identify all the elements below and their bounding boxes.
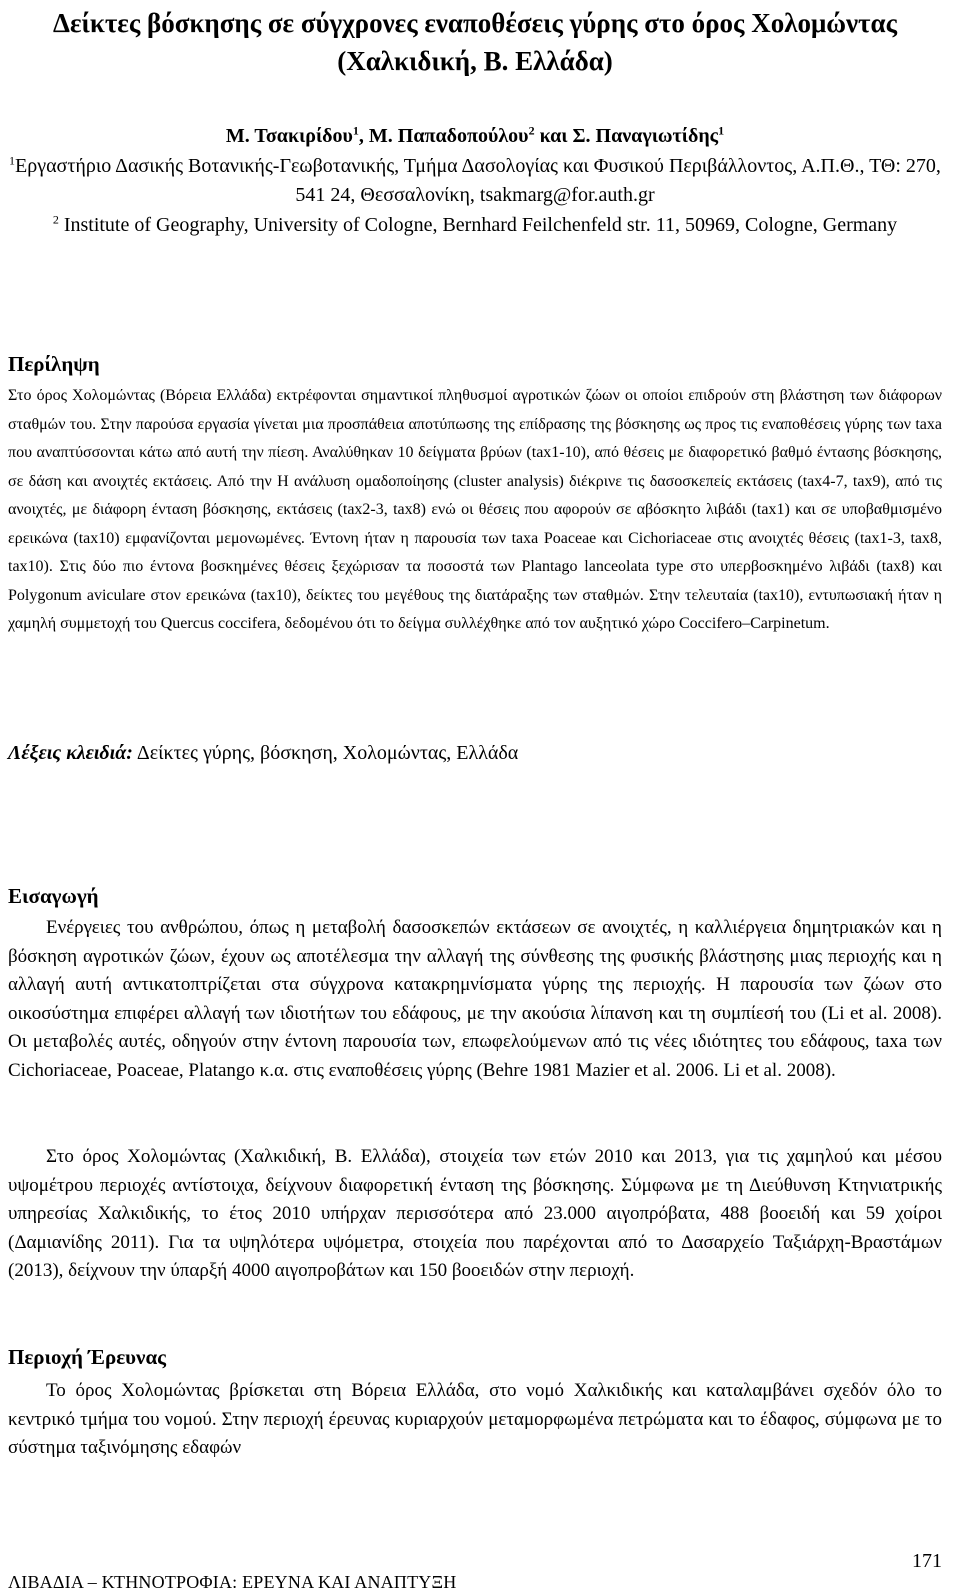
author-affiliation-mark: 1 <box>718 123 725 138</box>
affiliation-2 <box>8 211 942 240</box>
author-affiliation-mark: 2 <box>528 123 535 138</box>
study-area-paragraph: Το όρος Χολομώντας βρίσκεται στη Βόρεια Ελλάδα, στο νομό Χαλκιδικής και καταλαμβάνει σχεδόν όλο το κεντρικό τμήμα του νομού. Στην περιοχή έρευνας κυριαρχούν μεταμορφωμένα πετρώματα και το έδαφος, σύμφωνα με το σύστημα ταξινόμησης εδαφών <box>8 1380 942 1459</box>
introduction-heading: Εισαγωγή <box>8 884 99 908</box>
keywords <box>8 742 518 765</box>
author-name: Μ. Παπαδοπούλου <box>368 125 529 147</box>
page-number: 171 <box>912 1550 942 1572</box>
paper-title: Δείκτες βόσκησης σε σύγχρονες εναποθέσεις γύρης στο όρος Χολομώντας (Χαλκιδική, Β. Ελλάδα) <box>53 8 897 76</box>
abstract-text: Στο όρος Χολομώντας (Βόρεια Ελλάδα) εκτρέφονται σημαντικοί πληθυσμοί αγροτικών ζώων οι οποίοι επιδρούν στη βλάστηση των διάφορων σταθμών του. Στην παρούσα εργασία γίνεται μια προσπάθεια αποτύπωσης της επίδρασης της βόσκησης ως προς τις εναποθέσεις γύρης των taxa που αναπτύσσονται κάτω από αυτή την πίεση. Αναλύθηκαν 10 δείγματα βρύων (tax1-10), από θέσεις με διαφορετικό βαθμό έντασης βόσκησης, σε δάση και ανοιχτές εκτάσεις. Από την Η ανάλυση ομαδοποίησης (cluster analysis) διέκρινε τις δασοσκεπείς εκτάσεις (tax4-7, tax9), από τις ανοιχτές, με διάφορη ένταση βόσκησης, εκτάσεις (tax2-3, tax8) ενώ οι θέσεις που αφορούν σε αβόσκητο λιβάδι (tax1) και σε υποβαθμισμένο ερεικώνα (tax10) εμφανίζονται μεμονωμένες. Έντονη ήταν η παρουσία των taxa Poaceae και Cichoriaceae στις ανοιχτές θέσεις (tax1-3, tax8, tax10). Στις δύο πιο έντονα βοσκημένες θέσεις ξεχώρισαν τα ποσοστά των Plantago lanceolata type στο υπερβοσκημένο λιβάδι (tax8) και Polygonum aviculare στον ερεικώνα (tax10), δείκτες του μεγέθους της διατάραξης των σταθμών. Στην τελευταία (tax10), εντυπωσιακή ήταν η χαμηλή συμμετοχή του Quercus coccifera, δεδομένου ότι το δείγμα συλλέχθηκε από τον αυξητικό χώρο Coccifero–Carpinetum. <box>8 387 942 632</box>
abstract-heading: Περίληψη <box>8 352 100 376</box>
introduction-paragraph: Στο όρος Χολομώντας (Χαλκιδική, Β. Ελλάδα), στοιχεία των ετών 2010 και 2013, για τις χαμηλού και μέσου υψομέτρου περιοχές αντίστοιχα, δείχνουν διαφορετική ένταση της βόσκησης. Σύμφωνα με τη Διεύθυνση Κτηνιατρικής υπηρεσίας Χαλκιδικής, το έτος 2010 υπήρχαν περισσότερα από 23.000 αιγοπρόβατα, 488 βοοειδή και 59 χοίροι (Δαμιανίδης 2011). Για τα υψηλότερα υψόμετρα, στοιχεία που παρέχονται από το Δασαρχείο Ταξιάρχη-Βραστάμων (2013), δείχνουν την ύπαρξή 4000 αιγοπροβάτων και 150 βοοειδών στην περιοχή. <box>8 1146 942 1282</box>
author-name: Μ. Τσακιρίδου <box>225 125 353 147</box>
author-name: Σ. Παναγιωτίδης <box>572 125 719 147</box>
affiliation-mark: 2 <box>52 212 59 227</box>
affiliation-text: Εργαστήριο Δασικής Βοτανικής-Γεωβοτανικής, Τμήμα Δασολογίας και Φυσικού Περιβάλλοντος, Α.Π.Θ., ΤΘ: 270, 541 24, Θεσσαλονίκη, tsakmarg@for.auth.gr <box>15 155 941 206</box>
author-list: Μ. Τσακιρίδου$^1$, Μ. Παπαδοπούλου$^2$ και Σ. Παναγιωτίδης$^1$ <box>225 123 725 147</box>
keywords-label: Λέξεις κλειδιά: <box>8 742 133 764</box>
journal-footer: ΛΙΒΑΔΙΑ – ΚΤΗΝΟΤΡΟΦΙΑ: ΕΡΕΥΝΑ ΚΑΙ ΑΝΑΠΤΥΞΗ <box>8 1572 457 1592</box>
keywords-text: Δείκτες γύρης, βόσκηση, Χολομώντας, Ελλάδα <box>136 742 519 764</box>
author-affiliation-mark: 1 <box>352 123 359 138</box>
affiliation-mark: 1 <box>9 153 16 168</box>
introduction-paragraph: Ενέργειες του ανθρώπου, όπως η μεταβολή δασοσκεπών εκτάσεων σε ανοιχτές, η καλλιέργεια δημητριακών και η βόσκηση αγροτικών ζώων, έχουν ως αποτέλεσμα την αλλαγή της σύνθεσης της φυσικής βλάστησης μιας περιοχής και η αλλαγή αυτή αντικατοπτρίζεται στα σύγχρονα κατακρημνίσματα γύρης της περιοχής. Η παρουσία των ζώων στο οικοσύστημα επιφέρει αλλαγή των ιδιοτήτων του εδάφους, με την ακούσια λίπανση και τη συμπίεσή του (Li et al. 2008). Οι μεταβολές αυτές, οδηγούν στην έντονη παρουσία των, επωφελούμενων από τις νέες ιδιότητες του εδάφους, taxa των Cichoriaceae, Poaceae, Platango κ.α. στις εναποθέσεις γύρης (Behre 1981 Mazier et al. 2006. Li et al. 2008). <box>8 917 942 1081</box>
study-area-heading: Περιοχή Έρευνας <box>8 1345 167 1369</box>
affiliation-text: Institute of Geography, University of Cologne, Bernhard Feilchenfeld str. 11, 50969, Cologne, Germany <box>63 214 898 236</box>
affiliation-1 <box>8 152 942 210</box>
